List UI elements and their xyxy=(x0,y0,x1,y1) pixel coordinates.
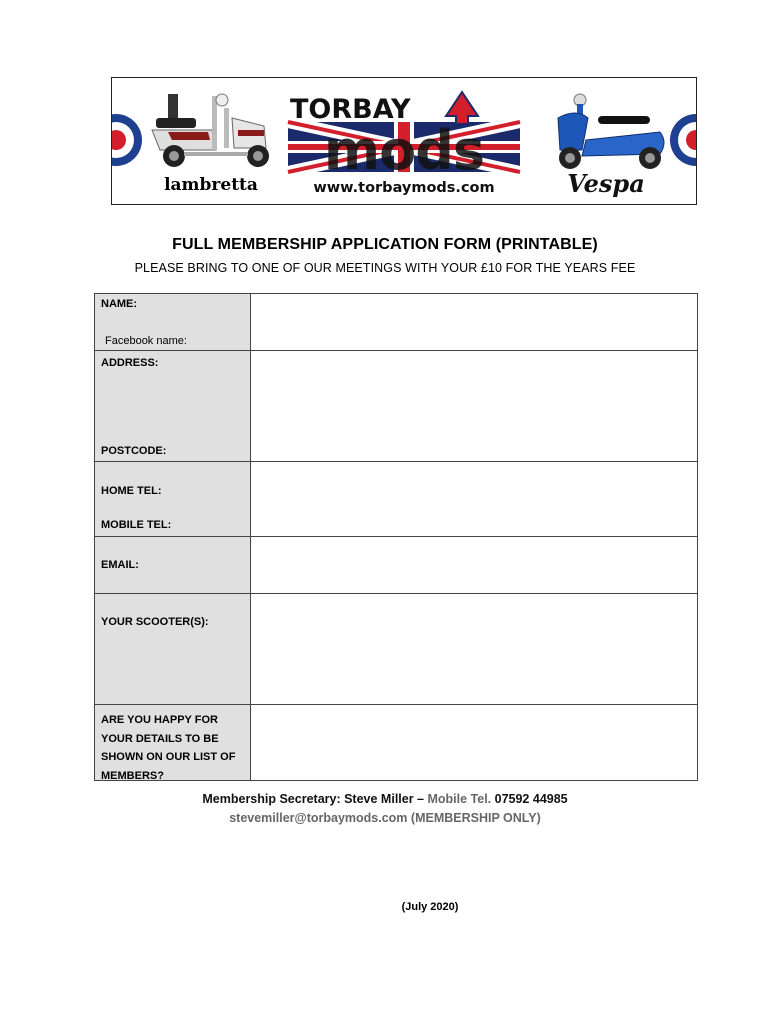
form-subtitle: PLEASE BRING TO ONE OF OUR MEETINGS WITH YOUR £10 FOR THE YEARS FEE xyxy=(134,261,636,275)
label-cell-name xyxy=(95,294,251,351)
facebook-name-label: Facebook name: xyxy=(105,335,187,347)
lambretta-wordmark: lambretta xyxy=(164,175,258,195)
phone-field[interactable] xyxy=(251,462,698,537)
lambretta-scooter-icon xyxy=(152,94,269,167)
form-row-address xyxy=(95,351,698,462)
form-row-name xyxy=(95,294,698,351)
label-cell-consent xyxy=(95,705,251,781)
vespa-wordmark: Vespa xyxy=(567,169,645,198)
email-note: (MEMBERSHIP ONLY) xyxy=(407,811,541,825)
roundel-right-icon xyxy=(670,114,697,166)
label-cell-phone xyxy=(95,462,251,537)
secretary-email: stevemiller@torbaymods.com xyxy=(229,811,408,825)
torbay-mods-logo xyxy=(288,92,520,196)
mobile-tel-label: MOBILE TEL: xyxy=(101,519,172,531)
form-title: FULL MEMBERSHIP APPLICATION FORM (PRINTABLE) xyxy=(172,236,598,253)
scooter-field[interactable] xyxy=(251,594,698,705)
consent-label: ARE YOU HAPPY FOR YOUR DETAILS TO BE SHOWN ON OUR LIST OF MEMBERS? xyxy=(101,714,236,782)
name-field[interactable] xyxy=(251,294,698,351)
logo-website-text: www.torbaymods.com xyxy=(313,180,495,196)
membership-form-table xyxy=(94,293,698,781)
logo-mods-text: mods xyxy=(323,119,485,182)
mobile-tel-prefix: Mobile Tel. xyxy=(427,792,492,806)
email-field[interactable] xyxy=(251,537,698,594)
vespa-scooter-icon xyxy=(558,94,664,169)
form-row-phone xyxy=(95,462,698,537)
form-row-consent xyxy=(95,705,698,781)
form-date: (July 2020) xyxy=(401,901,459,913)
header-banner xyxy=(111,77,697,205)
form-row-email xyxy=(95,537,698,594)
address-field[interactable] xyxy=(251,351,698,462)
label-cell-scooter xyxy=(95,594,251,705)
secretary-phone: 07592 44985 xyxy=(491,792,568,806)
secretary-name: Membership Secretary: Steve Miller – xyxy=(202,792,428,806)
roundel-left-icon xyxy=(112,114,142,166)
scooter-label: YOUR SCOOTER(S): xyxy=(101,616,209,628)
label-cell-email xyxy=(95,537,251,594)
email-label: EMAIL: xyxy=(101,559,139,571)
label-cell-address xyxy=(95,351,251,462)
name-label: NAME: xyxy=(101,298,138,310)
secretary-contact-line xyxy=(0,792,770,806)
form-row-scooter xyxy=(95,594,698,705)
postcode-label: POSTCODE: xyxy=(101,445,167,457)
address-label: ADDRESS: xyxy=(101,357,159,369)
consent-field[interactable] xyxy=(251,705,698,781)
banner-graphic xyxy=(112,78,697,205)
home-tel-label: HOME TEL: xyxy=(101,485,162,497)
logo-torbay-text: TORBAY xyxy=(290,94,411,125)
secretary-email-line xyxy=(0,811,770,825)
